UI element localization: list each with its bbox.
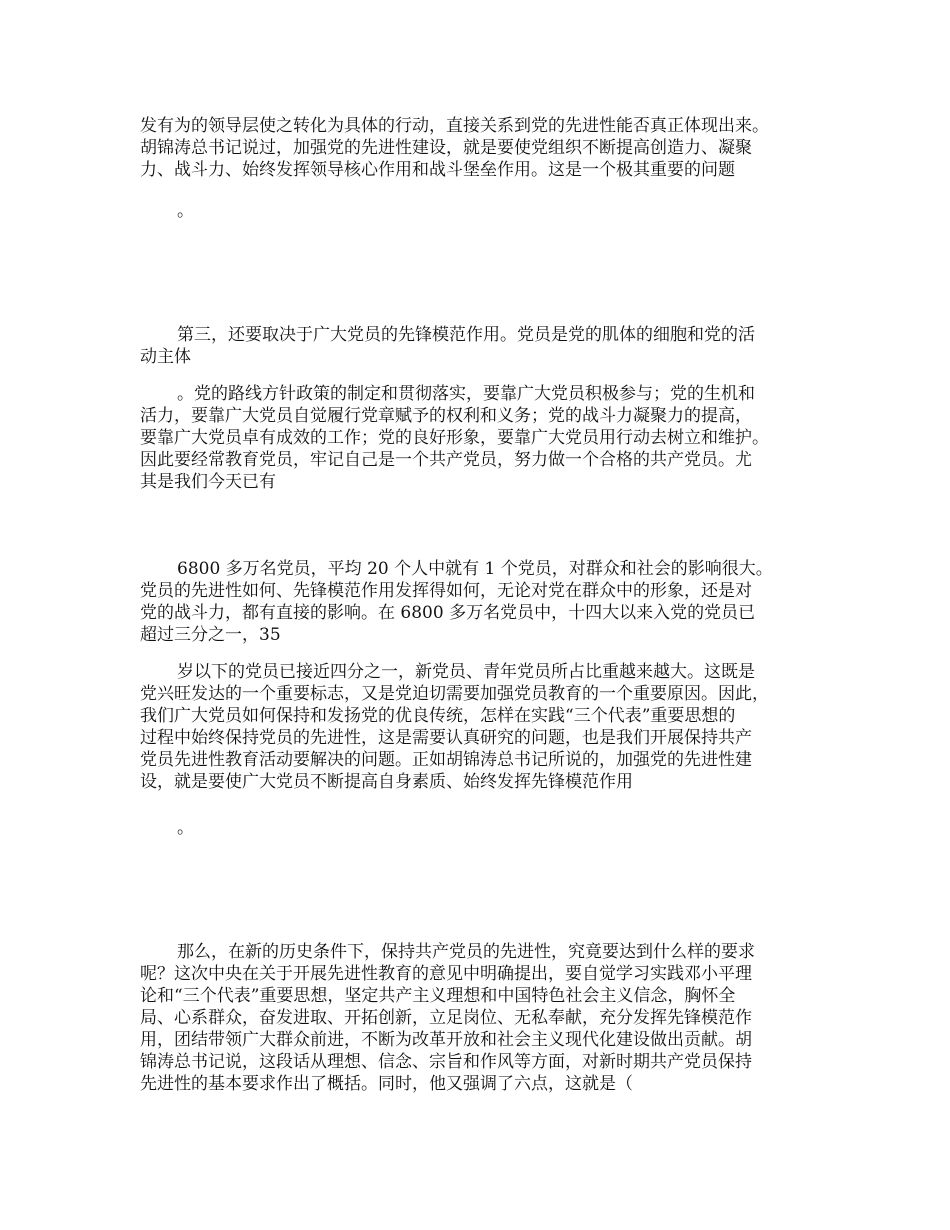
- text-line: 要靠广大党员卓有成效的工作；党的良好形象，要靠广大党员用行动去树立和维护。: [140, 428, 769, 448]
- text-line: 活力，要靠广大党员自觉履行党章赋予的权利和义务；党的战斗力凝聚力的提高，: [140, 406, 752, 426]
- text-line: 论和“三个代表”重要思想，坚定共产主义理想和中国特色社会主义信念，胸怀全: [140, 986, 736, 1006]
- paragraph-8: [140, 941, 830, 1095]
- text-line: 党兴旺发达的一个重要标志，又是党迫切需要加强党员教育的一个重要原因。因此，: [140, 684, 769, 704]
- text-line: 设，就是要使广大党员不断提高自身素质、始终发挥先锋模范作用: [140, 772, 633, 792]
- text-line: 呢？这次中央在关于开展先进性教育的意见中明确提出，要自觉学习实践邓小平理: [140, 964, 752, 984]
- paragraph-6: [140, 661, 830, 793]
- paragraph-5: [140, 558, 830, 646]
- text-line: 动主体: [140, 347, 191, 367]
- text-line: 因此要经常教育党员，牢记自己是一个共产党员，努力做一个合格的共产党员。尤: [140, 450, 752, 470]
- text-line: 第三，还要取决于广大党员的先锋模范作用。党员是党的肌体的细胞和党的活: [177, 325, 755, 345]
- paragraph-4: [140, 383, 830, 493]
- text-line: 超过三分之一，35: [140, 625, 281, 645]
- text-line: 。: [177, 818, 194, 838]
- text-line: 。: [177, 201, 194, 221]
- text-line: 先进性的基本要求作出了概括。同时，他又强调了六点，这就是（: [140, 1074, 633, 1094]
- text-line: 党的战斗力，都有直接的影响。在 6800 多万名党员中，十四大以来入党的党员已: [140, 603, 756, 623]
- text-line: 其是我们今天已有: [140, 472, 276, 492]
- text-line: 6800 多万名党员，平均 20 个人中就有 1 个党员，对群众和社会的影响很大。: [177, 559, 773, 579]
- text-line: 力、战斗力、始终发挥领导核心作用和战斗堡垒作用。这是一个极其重要的问题: [140, 160, 735, 180]
- paragraph-1: [140, 115, 830, 181]
- text-line: 过程中始终保持党员的先进性，这是需要认真研究的问题，也是我们开展保持共产: [140, 728, 752, 748]
- text-line: 锦涛总书记说，这段话从理想、信念、宗旨和作风等方面，对新时期共产党员保持: [140, 1052, 752, 1072]
- text-line: 我们广大党员如何保持和发扬党的优良传统，怎样在实践“三个代表”重要思想的: [140, 706, 736, 726]
- paragraph-3: [140, 324, 830, 368]
- text-line: 岁以下的党员已接近四分之一，新党员、青年党员所占比重越来越大。这既是: [177, 662, 755, 682]
- text-line: 党员先进性教育活动要解决的问题。正如胡锦涛总书记所说的，加强党的先进性建: [140, 750, 752, 770]
- paragraph-7: [140, 817, 830, 839]
- text-line: 胡锦涛总书记说过，加强党的先进性建设，就是要使党组织不断提高创造力、凝聚: [140, 138, 752, 158]
- text-line: 党员的先进性如何、先锋模范作用发挥得如何，无论对党在群众中的形象，还是对: [140, 581, 752, 601]
- text-line: 。党的路线方针政策的制定和贯彻落实，要靠广大党员积极参与；党的生机和: [177, 384, 755, 404]
- text-line: 用，团结带领广大群众前进，不断为改革开放和社会主义现代化建设做出贡献。胡: [140, 1030, 752, 1050]
- text-line: 发有为的领导层使之转化为具体的行动，直接关系到党的先进性能否真正体现出来。: [140, 116, 769, 136]
- text-line: 那么，在新的历史条件下，保持共产党员的先进性，究竟要达到什么样的要求: [177, 942, 755, 962]
- text-line: 局、心系群众，奋发进取、开拓创新，立足岗位、无私奉献，充分发挥先锋模范作: [140, 1008, 752, 1028]
- paragraph-2: [140, 200, 830, 222]
